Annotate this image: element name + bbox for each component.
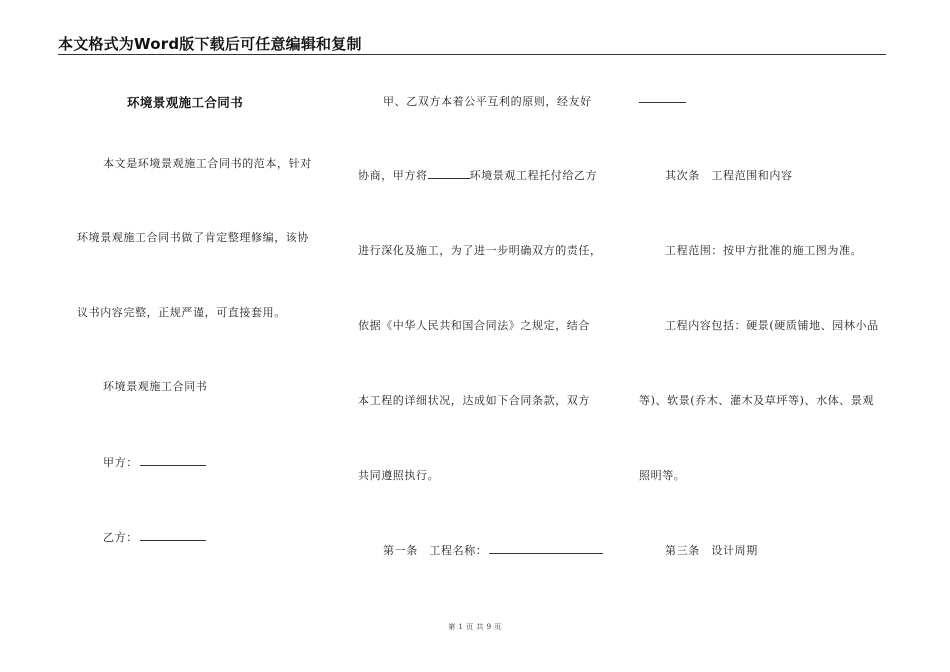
scope-line: 工程范围：按甲方批准的施工图为准。: [665, 244, 863, 257]
article-3-heading: 第三条 设计周期: [665, 544, 758, 557]
col2-line-2b: 环境景观工程托付给乙方: [469, 169, 598, 182]
party-b-line: [103, 529, 206, 545]
project-name-blank: [489, 544, 603, 554]
col3-top-blank: [639, 93, 686, 103]
contract-subtitle: 环境景观施工合同书: [103, 380, 208, 393]
article-1-label: 第一条 工程名称：: [383, 544, 488, 557]
party-b-blank: [140, 531, 206, 541]
party-a-line: [103, 454, 206, 470]
document-header-title: 本文格式为Word版下载后可任意编辑和复制: [58, 35, 362, 53]
article-1-line: [383, 542, 603, 558]
document-title: 环境景观施工合同书: [127, 95, 244, 110]
intro-line-2: 环境景观施工合同书做了肯定整理修编，该协: [77, 231, 309, 244]
page-number-footer: 第 1 页 共 9 页: [448, 623, 502, 631]
content-line-3: 照明等。: [639, 469, 686, 482]
col2-line-2: [358, 167, 597, 183]
col2-line-1: 甲、乙双方本着公平互利的原则，经友好: [383, 95, 592, 108]
project-owner-blank: [428, 169, 470, 179]
intro-line-1: 本文是环境景观施工合同书的范本，针对: [103, 157, 312, 170]
col2-line-3: 进行深化及施工，为了进一步明确双方的责任，: [358, 244, 602, 257]
col2-line-4: 依据《中华人民共和国合同法》之规定，结合: [358, 319, 590, 332]
content-line-2: 等)、软景(乔木、灌木及草坪等)、水体、景观: [639, 394, 875, 407]
col2-line-6: 共同遵照执行。: [358, 469, 440, 482]
party-b-label: 乙方：: [103, 531, 138, 544]
col2-line-5: 本工程的详细状况，达成如下合同条款，双方: [358, 394, 590, 407]
header-divider: [58, 54, 886, 55]
intro-line-3: 议书内容完整，正规严谨，可直接套用。: [77, 306, 286, 319]
col2-line-2a: 协商，甲方将: [358, 169, 428, 182]
party-a-blank: [140, 456, 206, 466]
col3-top-blank-line: [639, 93, 686, 106]
article-2-heading: 其次条 工程范围和内容: [665, 169, 793, 182]
content-line-1: 工程内容包括：硬景(硬质铺地、园林小品: [665, 319, 879, 332]
party-a-label: 甲方：: [103, 456, 138, 469]
